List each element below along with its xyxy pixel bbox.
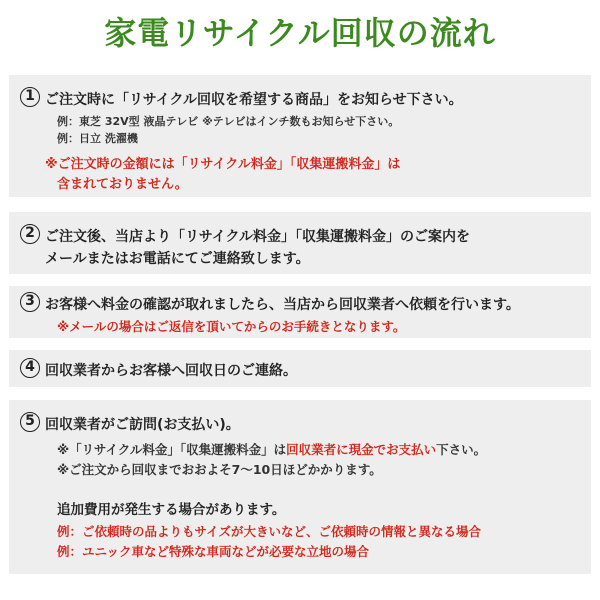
step-number: 2 [20, 224, 40, 244]
warning-text: 含まれておりません。 [57, 177, 188, 192]
page-title: 家電リサイクル回収の流れ [104, 14, 496, 52]
warning-text: ※メールの場合はご返信を頂いてからのお手続きとなります。 [57, 319, 406, 334]
step-3 [9, 286, 591, 338]
step-number: 5 [20, 412, 40, 432]
step-text: ご注文後、当店より「リサイクル料金」「収集運搬料金」のご案内を [45, 229, 471, 245]
step-text: ご注文時に「リサイクル回収を希望する商品」をお知らせ下さい。 [45, 92, 463, 108]
step-number: 4 [20, 358, 40, 378]
step-text: メールまたはお電話にてご連絡致します。 [45, 251, 310, 267]
example-text: 例：日立 洗濯機 [57, 132, 138, 145]
step-text: 回収業者がご訪問(お支払い)。 [45, 417, 240, 433]
step-number: 1 [20, 87, 40, 107]
example-text: 例：ユニック車など特殊な車両などが必要な立地の場合 [57, 544, 370, 559]
note-text-highlight: 回収業者に現金でお支払い [286, 442, 437, 457]
step-2 [9, 212, 591, 274]
step-text: 回収業者からお客様へ回収日のご連絡。 [45, 363, 297, 379]
example-text: 例：東芝 32V型 液晶テレビ ※テレビはインチ数もお知らせ下さい。 [57, 115, 400, 128]
step-text: お客様へ料金の確認が取れましたら、当店から回収業者へ依頼を行います。 [45, 297, 520, 313]
example-text: 例：ご依頼時の品よりもサイズが大きいなど、ご依頼時の情報と異なる場合 [57, 524, 482, 539]
step-number: 3 [20, 292, 40, 312]
warning-text: ※ご注文時の金額には「リサイクル料金」「収集運搬料金」は [45, 157, 401, 172]
note-text: ※ご注文から回収までおおよそ7～10日ほどかかります。 [57, 462, 382, 477]
extra-cost-heading: 追加費用が発生する場合があります。 [57, 502, 286, 518]
note-text-part: 下さい。 [436, 442, 487, 457]
step-5 [9, 400, 591, 574]
step-4 [9, 350, 591, 387]
step-1 [9, 75, 591, 197]
note-text [57, 440, 486, 458]
note-text-part: ※「リサイクル料金」「収集運搬料金」は [57, 442, 287, 457]
